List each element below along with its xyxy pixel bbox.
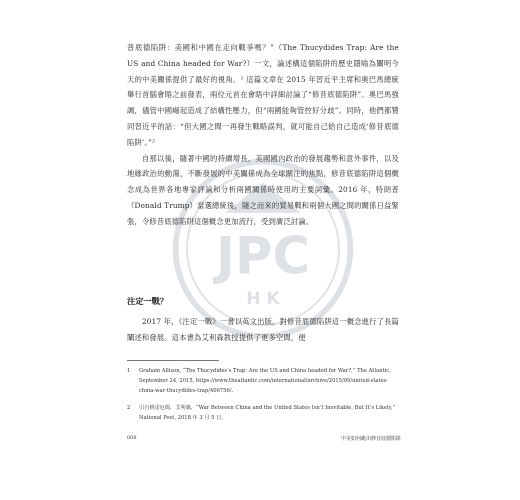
footnote: [127, 403, 399, 423]
paragraph-3: 2017 年，《注定一戰》一書以英文出版，對修昔底德陷阱這一概念進行了長篇闡述和發展。這本書為艾利森教授提供了更多空間，便: [127, 317, 399, 342]
paragraph-1: 普底德陷阱：美國和中國在走向戰爭嗎？”（The Thucydides Trap: Are the US and China headed for War?）一文，論述構這個陷阱的歷史隱喻為闡明今天的中美關係提供了最好的視角。¹ 這篇文章在 2015 年習近平主席和奧巴馬總統舉行首腦會晤之前發表，兩位元首在會晤中詳細討論了“修昔底德陷阱”。奧巴馬強調，儘管中國崛起造成了結構性壓力，但“兩國能夠管控好分歧”。同時，他們都贊同習近平的話：“但大國之間一再發生戰略誤判，就可能自己給自己造成‘修昔底德陷阱’。”²: [127, 43, 399, 147]
footnote-text: 引自格雷厄姆．艾利森，“War Between China and the United States Isn’t Inevitable, But It’s Likely,” National Post, 2018 年 3 月 5 日。: [139, 404, 396, 421]
section-heading: 注定一戰？: [127, 296, 168, 306]
footnote-divider: [127, 360, 219, 361]
footnote-number: 1: [127, 368, 131, 374]
page-number: 008: [127, 435, 137, 441]
footnote: [127, 366, 399, 397]
page-footer: [127, 435, 401, 442]
running-title: 中美如何跳出修昔底德陷阱: [340, 436, 401, 442]
paragraph-2: 自那以後，隨著中國的持續增長，美國國內政治的發展趨勢和意外事件，以及地緣政治的動蕩，不斷發展的中美關係成為全球關注的焦點，修昔底德陷阱這個概念成為世界各地專家評論和分析兩國關係時使用的主要詞彙。2016 年，特朗普（Donald Trump）當選總統後，隨之而來的貿易戰和兩個大國之間的關係日益緊張，令修昔底德陷阱這個概念更加流行，受到廣泛討論。: [127, 153, 399, 226]
footnote-text: Graham Allison, “The Thucydides’s Trap: Are the US and China headed for War?,” The Atlantic, September 24, 2015, https://www.theatlantic.com/international/archive/2015/09/united-states-china-war-thucydides-trap/406756/.: [139, 368, 391, 395]
footnote-number: 2: [127, 404, 131, 411]
footnotes: [127, 366, 399, 429]
svg-text:JPC: JPC: [215, 226, 311, 287]
section-body: [127, 314, 399, 346]
svg-text:H K: H K: [246, 289, 280, 310]
body-text: [127, 40, 399, 230]
